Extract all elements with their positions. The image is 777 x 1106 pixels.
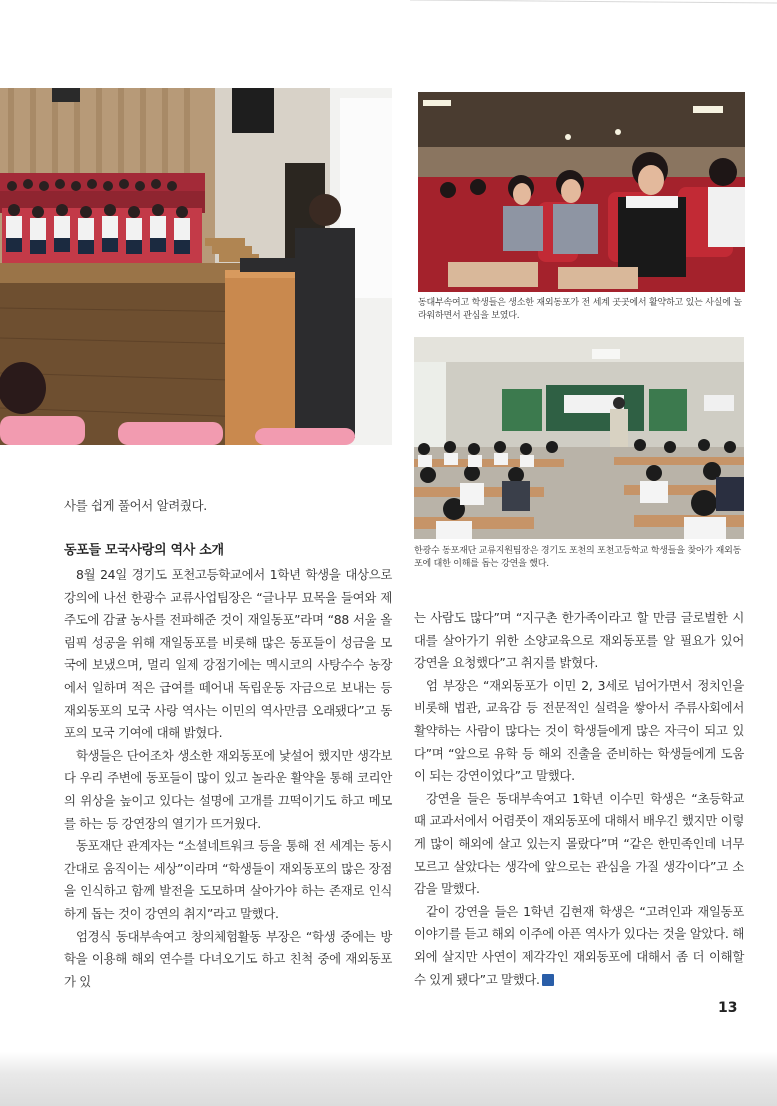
section-heading: 동포들 모국사랑의 역사 소개 (64, 543, 224, 558)
paragraph-final (414, 901, 744, 991)
paragraph: 동포재단 관계자는 “소셜네트워크 등을 통해 전 세계는 동시간대로 움직이는 세상”이라며 “학생들이 재외동포의 많은 장점을 인식하고 함께 발전을 도모하며 살아가야 하는 존재로 인식하게 돕는 것이 강연의 취지”라고 말했다. (64, 838, 392, 921)
lead-text (64, 495, 390, 518)
scan-bottom-band (0, 1052, 777, 1106)
paragraph: 8월 24일 경기도 포천고등학교에서 1학년 학생을 대상으로 강의에 나선 한광수 교류사업팀장은 “글나무 묘목을 들여와 제주도에 감귤 농사를 전파해준 것이 재일동포”라며 “88 서울 올림픽 성공을 위해 재일동포를 비롯해 많은 동포들이 성금을 모국에 보냈으며, 멀리 일제 강점기에는 멕시코의 사탕수수 농장에서 일하며 적은 급여를 떼어내 독립운동 자금으로 보내는 등 재외동포의 모국 사랑 역사는 이민의 역사만큼 오래됐다”고 동포의 모국 기여에 대해 밝혔다. (64, 567, 392, 741)
paragraph: 학생들은 단어조차 생소한 재외동포에 낯설어 했지만 생각보다 우리 주변에 동포들이 많이 있고 놀라운 활약을 통해 코리안의 위상을 높이고 있다는 설명에 고개를 끄떡이기도 하고 메모를 하는 등 강연장의 열기가 뜨거웠다. (64, 747, 392, 831)
photo-caption-top: 동대부속여고 학생들은 생소한 재외동포가 전 세계 곳곳에서 활약하고 있는 사실에 놀라워하면서 관심을 보였다. (418, 298, 742, 321)
photo-caption-bottom: 한광수 동포재단 교류지원팀장은 경기도 포천의 포천고등학교 학생들을 찾아가 재외동포에 대한 이해를 돕는 강연을 했다. (414, 546, 742, 569)
lecture-hall-speaker-photo (0, 88, 392, 445)
paragraph-final-text: 같이 강연을 들은 1학년 김현재 학생은 “고려인과 재일동포 이야기를 듣고 해외 이주에 아픈 역사가 있다는 것을 알았다. 해외에 살지만 사연이 제각각인 재외동포에 대해서 좀 더 이해할 수 있게 됐다”고 말했다. (414, 903, 744, 987)
lead-paragraph: 사를 쉽게 풀어서 알려줬다. (64, 498, 207, 513)
paragraph: 강연을 들은 동대부속여고 1학년 이수민 학생은 “초등학교 때 교과서에서 어렴풋이 재외동포에 대해서 배우긴 했지만 이렇게 많이 해외에 살고 있는지 몰랐다”며 “같은 한민족인데 너무 모르고 살았다는 생각에 앞으로는 관심을 가질 생각이다”고 소감을 말했다. (414, 790, 744, 897)
page-number: 13 (718, 1000, 738, 1016)
students-listening-photo (418, 92, 745, 292)
paragraph: 엄 부장은 “재외동포가 이민 2, 3세로 넘어가면서 정치인을 비롯해 법관, 교육감 등 전문적인 실력을 쌓아서 주류사회에서 활약하는 사람이 많다는 것이 학생들에게 많은 자극이 되고 있다”며 “앞으로 유학 등 해외 진출을 준비하는 학생들에게 도움이 되는 강연이었다”고 말했다. (414, 677, 744, 784)
classroom-lecture-photo (414, 337, 744, 539)
paragraph: 엄경식 동대부속여고 창의체험활동 부장은 “학생 중에는 방학을 이용해 해외 연수를 다녀오기도 하고 친척 중에 재외동포가 있 (64, 928, 392, 989)
right-column (414, 607, 744, 991)
paragraph: 는 사람도 많다”며 “지구촌 한가족이라고 할 만큼 글로벌한 시대를 살아가기 위한 소양교육으로 재외동포를 알 필요가 있어 강연을 요청했다”고 취지를 밝혔다. (414, 610, 744, 671)
end-mark-icon: 참 (542, 974, 554, 986)
left-column (64, 564, 392, 993)
